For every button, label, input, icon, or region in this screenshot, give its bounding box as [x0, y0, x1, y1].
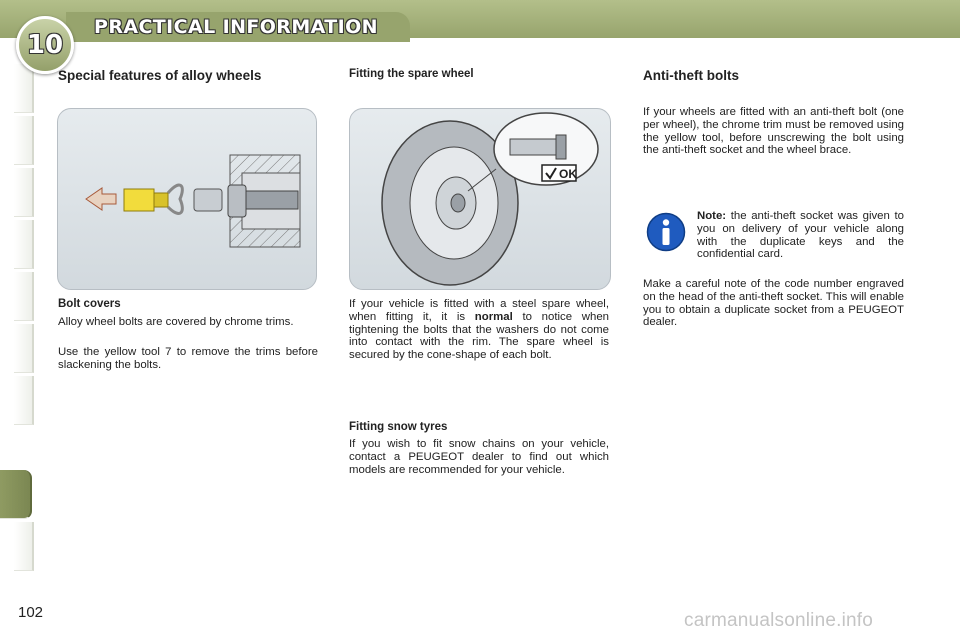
spare-wheel-illustration: [350, 109, 610, 289]
chapter-tab-1[interactable]: [14, 64, 34, 113]
note-text: the anti-theft socket was given to you on delivery of your vehicle along with the duplicate keys and the confidential card.: [697, 210, 904, 261]
heading-alloy-wheels: Special features of alloy wheels: [58, 68, 262, 83]
info-icon: [646, 212, 686, 252]
spare-wheel-text-1: If your vehicle is fitted with a steel spare wheel, when fitting it, it is: [349, 298, 609, 323]
emphasis-normal: normal: [474, 310, 513, 323]
paragraph-yellow-tool: Use the yellow tool 7 to remove the trims before slackening the bolts.: [58, 346, 318, 371]
bolt-cover-illustration: [58, 109, 316, 289]
paragraph-bolt-covers: Alloy wheel bolts are covered by chrome trims.: [58, 316, 294, 328]
chapter-tab-10-active[interactable]: [0, 470, 32, 519]
chapter-tabs: [0, 64, 34, 576]
paragraph-anti-theft: If your wheels are fitted with an anti-theft bolt (one per wheel), the chrome trim must be removed using the yellow tool, before unscrewing the bolt using the anti-theft socket and the wheel brace.: [643, 106, 904, 157]
chapter-tab-11[interactable]: [14, 522, 34, 571]
figure-spare-wheel: [349, 108, 611, 290]
ok-label: OK: [559, 167, 577, 181]
heading-snow-tyres: Fitting snow tyres: [349, 421, 448, 433]
heading-spare-wheel: Fitting the spare wheel: [349, 68, 474, 80]
chapter-tab-4[interactable]: [14, 220, 34, 269]
subheading-bolt-covers: Bolt covers: [58, 298, 121, 310]
page-title: PRACTICAL INFORMATION: [94, 16, 378, 38]
paragraph-spare-wheel: [349, 298, 609, 362]
watermark: carmanualsonline.info: [684, 610, 874, 631]
heading-anti-theft-bolts: Anti-theft bolts: [643, 68, 739, 83]
paragraph-code-number: Make a careful note of the code number engraved on the head of the anti-theft socket. This will enable you to obtain a duplicate socket from a PEUGEOT dealer.: [643, 278, 904, 329]
paragraph-snow-tyres: If you wish to fit snow chains on your vehicle, contact a PEUGEOT dealer to find out which models are recommended for your vehicle.: [349, 438, 609, 476]
chapter-tab-7[interactable]: [14, 376, 34, 425]
chapter-tab-6[interactable]: [14, 324, 34, 373]
note-anti-theft-socket: [697, 210, 904, 261]
figure-alloy-wheel-bolt: [57, 108, 317, 290]
spare-wheel-text-2: to notice when tightening the bolts that the washers do not come into contact with the rim. The spare wheel is secured by the cone-shape of each bolt.: [349, 310, 610, 362]
chapter-tab-2[interactable]: [14, 116, 34, 165]
chapter-number-badge: 10: [16, 16, 74, 74]
chapter-tab-5[interactable]: [14, 272, 34, 321]
page-number: 102: [18, 604, 44, 621]
chapter-tab-3[interactable]: [14, 168, 34, 217]
note-label: Note:: [697, 210, 727, 222]
